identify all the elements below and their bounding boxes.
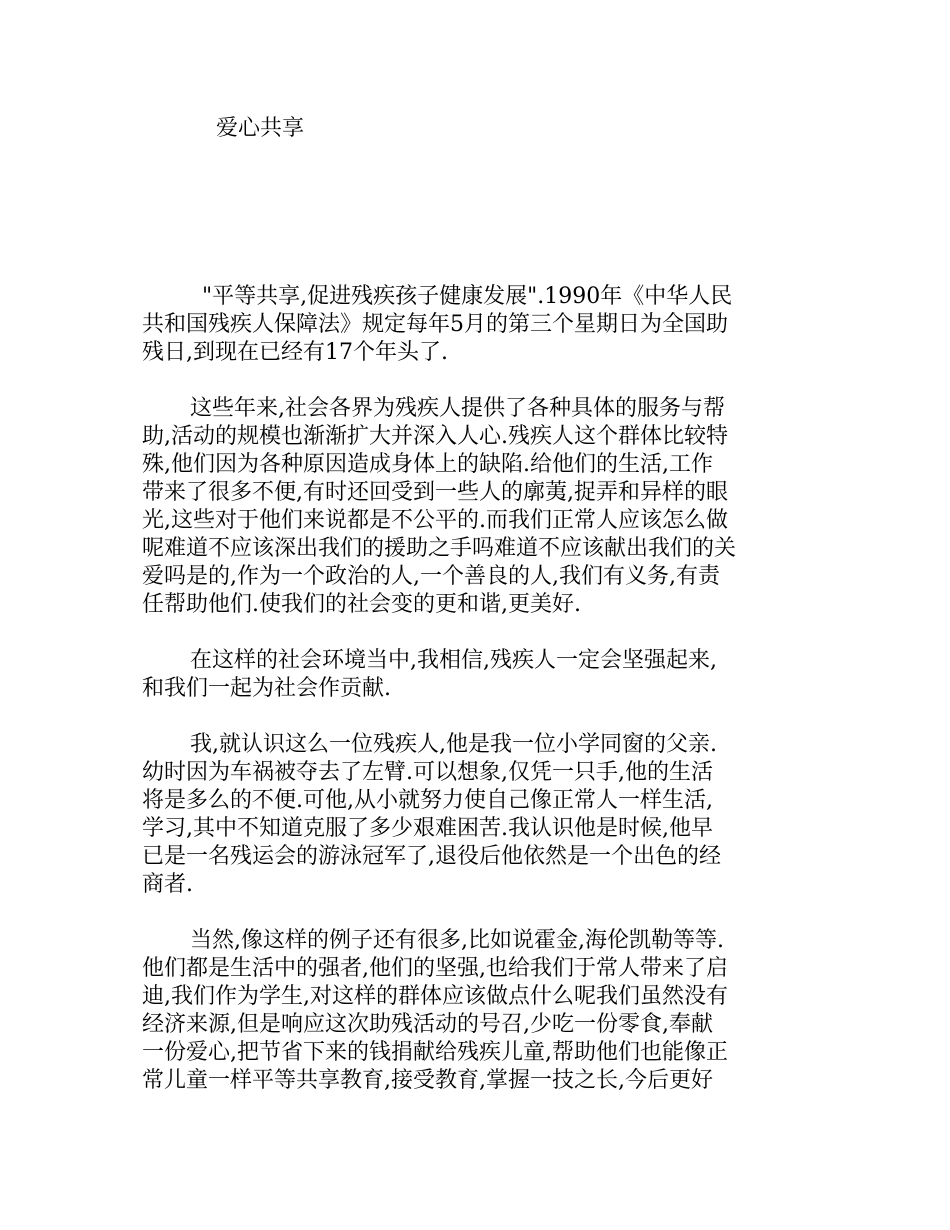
paragraph-line: 商者. (142, 872, 193, 897)
paragraph-line: 在这样的社会环境当中,我相信,残疾人一定会坚强起来, (190, 648, 717, 673)
paragraph-3 (142, 647, 812, 703)
paragraph-line: "平等共享,促进残疾孩子健康发展".1990年《中华人民 (202, 284, 733, 309)
paragraph-line: 呢难道不应该深出我们的援助之手吗难道不应该献出我们的关 (142, 536, 737, 561)
paragraph-line: 他们都是生活中的强者,他们的坚强,也给我们于常人带来了启 (142, 956, 728, 981)
paragraph-line: 这些年来,社会各界为残疾人提供了各种具体的服务与帮 (190, 396, 725, 421)
paragraph-5 (142, 927, 812, 1095)
paragraph-line: 光,这些对于他们来说都是不公平的.而我们正常人应该怎么做 (142, 508, 728, 533)
paragraph-line: 当然,像这样的例子还有很多,比如说霍金,海伦凯勒等等. (190, 928, 724, 953)
paragraph-line: 经济来源,但是响应这次助残活动的号召,少吃一份零食,奉献 (142, 1012, 713, 1037)
paragraph-line: 学习,其中不知道克服了多少艰难困苦.我认识他是时候,他早 (142, 816, 713, 841)
paragraph-line: 将是多么的不便.可他,从小就努力使自己像正常人一样生活, (142, 788, 713, 813)
paragraph-line: 任帮助他们.使我们的社会变的更和谐,更美好. (142, 592, 581, 617)
document-body (142, 283, 812, 1123)
paragraph-line: 常儿童一样平等共享教育,接受教育,掌握一技之长,今后更好 (142, 1068, 713, 1093)
document-title: 爱心共享 (216, 116, 305, 141)
paragraph-line: 幼时因为车祸被夺去了左臂.可以想象,仅凭一只手,他的生活 (142, 760, 713, 785)
paragraph-2 (142, 395, 812, 619)
paragraph-4 (142, 731, 812, 899)
paragraph-line: 迪,我们作为学生,对这样的群体应该做点什么呢我们虽然没有 (142, 984, 728, 1009)
paragraph-line: 已是一名残运会的游泳冠军了,退役后他依然是一个出色的经 (142, 844, 721, 869)
paragraph-line: 共和国残疾人保障法》规定每年5月的第三个星期日为全国助 (142, 312, 728, 337)
paragraph-line: 和我们一起为社会作贡献. (142, 676, 391, 701)
paragraph-line: 助,活动的规模也渐渐扩大并深入人心.残疾人这个群体比较特 (142, 424, 728, 449)
paragraph-line: 一份爱心,把节省下来的钱捐献给残疾儿童,帮助他们也能像正 (142, 1040, 728, 1065)
paragraph-line: 残日,到现在已经有17个年头了. (142, 340, 448, 365)
paragraph-line: 殊,他们因为各种原因造成身体上的缺陷.给他们的生活,工作 (142, 452, 713, 477)
paragraph-line: 带来了很多不便,有时还回受到一些人的廓荑,捉弄和异样的眼 (142, 480, 728, 505)
paragraph-1 (142, 283, 812, 367)
paragraph-line: 我,就认识这么一位残疾人,他是我一位小学同窗的父亲. (190, 732, 717, 757)
paragraph-line: 爱吗是的,作为一个政治的人,一个善良的人,我们有义务,有责 (142, 564, 720, 589)
